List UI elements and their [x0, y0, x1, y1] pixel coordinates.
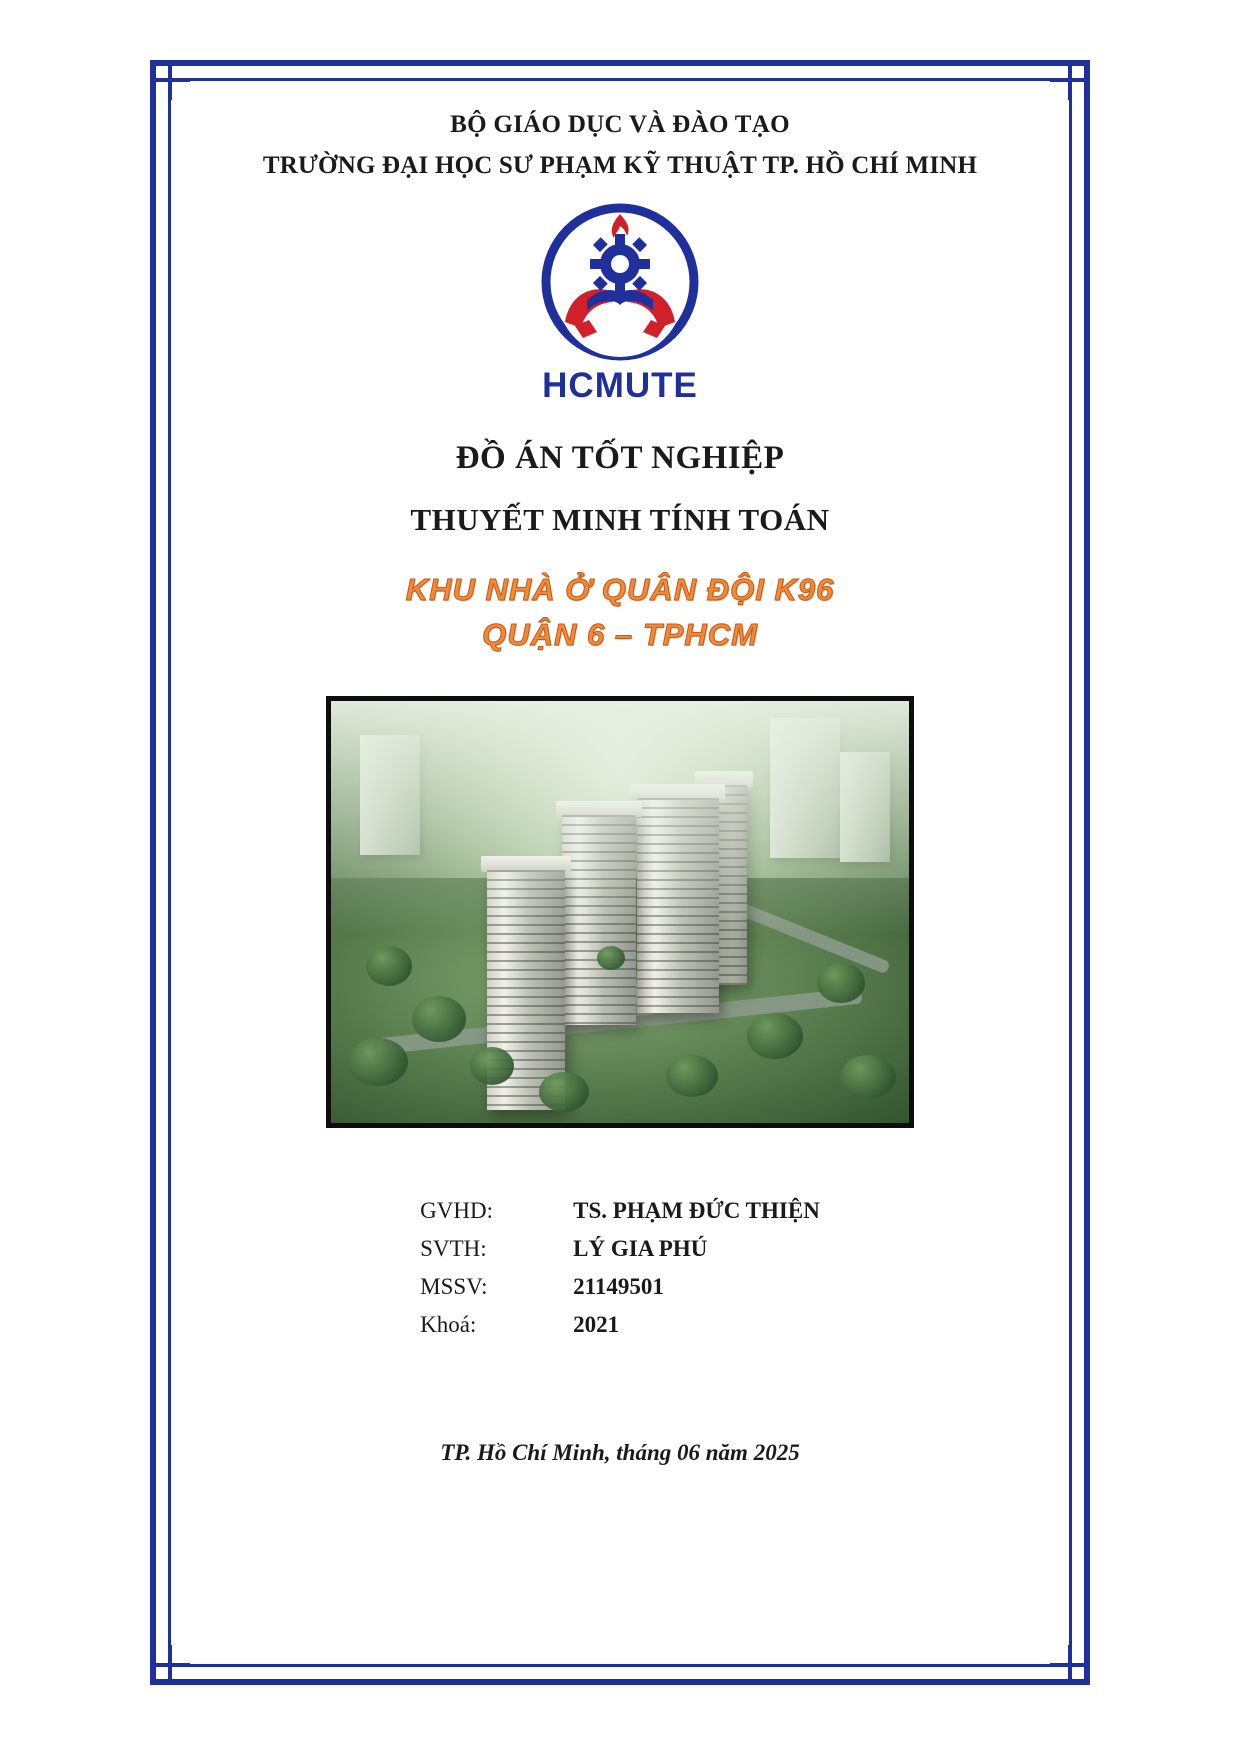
svth-label: SVTH: — [420, 1235, 487, 1261]
svth-value: LÝ GIA PHÚ — [573, 1235, 708, 1261]
project-title-line2: QUẬN 6 – TPHCM — [482, 616, 758, 652]
mssv-value: 21149501 — [573, 1273, 664, 1299]
author-info-table — [420, 1192, 820, 1344]
thesis-title-line1: ĐỒ ÁN TỐT NGHIỆP — [455, 440, 785, 476]
hcmute-emblem-icon — [535, 202, 705, 370]
university-logo — [180, 202, 1060, 412]
khoa-value: 2021 — [573, 1311, 620, 1337]
place-date-footer: TP. Hồ Chí Minh, tháng 06 năm 2025 — [440, 1439, 800, 1465]
logo-wordmark: HCMUTE — [542, 366, 698, 405]
ministry-name: BỘ GIÁO DỤC VÀ ĐÀO TẠO — [450, 111, 790, 138]
thesis-title-line2: THUYẾT MINH TÍNH TOÁN — [410, 502, 830, 537]
author-info-block — [180, 1192, 1060, 1344]
cover-content — [180, 95, 1060, 1655]
gvhd-label: GVHD: — [420, 1197, 494, 1223]
table-row — [420, 1192, 820, 1230]
project-title — [180, 568, 1060, 658]
mssv-label: MSSV: — [420, 1273, 488, 1299]
corner-ornament-top-right — [1050, 60, 1090, 100]
project-title-line1: KHU NHÀ Ở QUÂN ĐỘI K96 — [405, 572, 835, 607]
gvhd-value: TS. PHẠM ĐỨC THIỆN — [573, 1197, 820, 1223]
corner-ornament-top-left — [150, 60, 190, 100]
table-row — [420, 1268, 820, 1306]
project-rendering-image — [326, 696, 914, 1128]
khoa-label: Khoá: — [420, 1311, 477, 1337]
table-row — [420, 1230, 820, 1268]
university-name: TRƯỜNG ĐẠI HỌC SƯ PHẠM KỸ THUẬT TP. HỒ CHÍ MINH — [262, 152, 978, 179]
table-row — [420, 1306, 820, 1344]
